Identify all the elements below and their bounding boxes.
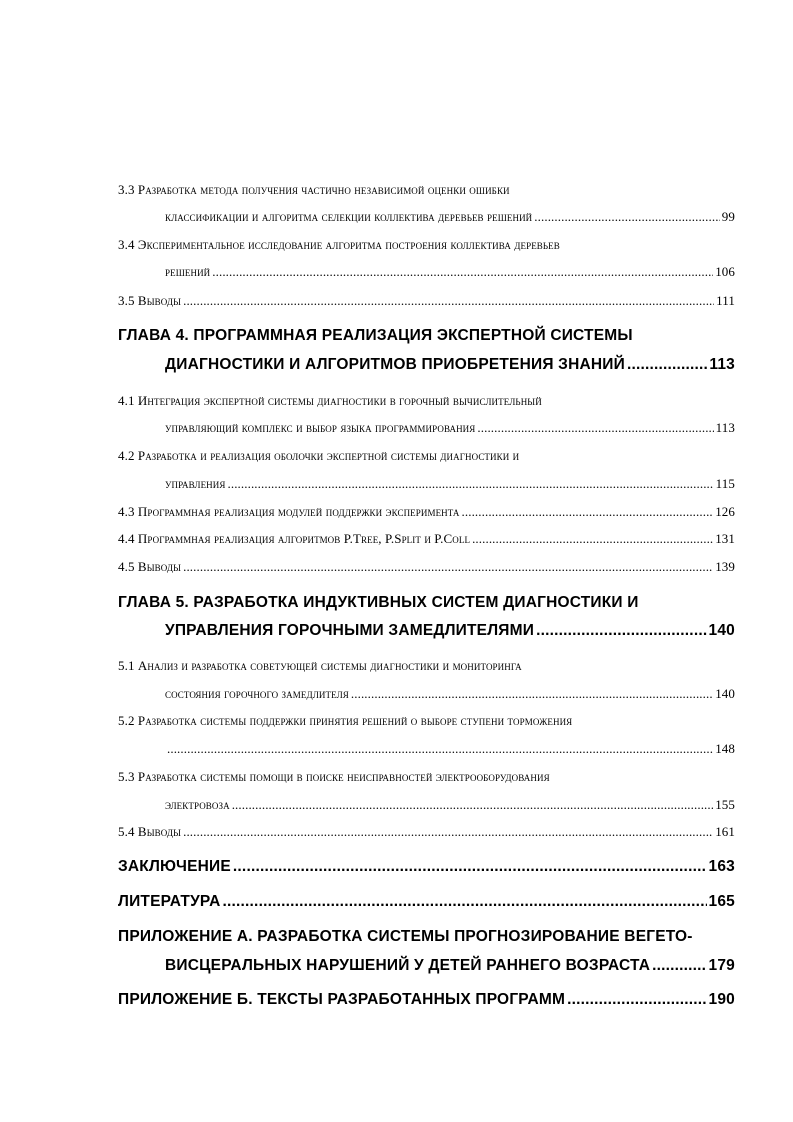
dot-leader bbox=[462, 504, 714, 520]
toc-entry-title-cont: решений bbox=[165, 264, 211, 279]
toc-entry-page: 111 bbox=[716, 293, 735, 308]
toc-entry-page: 126 bbox=[715, 504, 735, 519]
toc-entry-title: Выводы bbox=[137, 293, 182, 308]
dot-leader bbox=[228, 476, 714, 492]
toc-entry-title: Программная реализация алгоритмов P.Tree, P.Split и P.Coll bbox=[137, 531, 471, 546]
toc-entry-title: Выводы bbox=[137, 824, 182, 839]
dot-leader bbox=[223, 893, 707, 911]
dot-leader bbox=[627, 356, 707, 374]
toc-entry-page: 155 bbox=[715, 797, 735, 812]
dot-leader bbox=[232, 797, 713, 813]
toc-entry-page: 163 bbox=[708, 858, 735, 875]
toc-entry-page: 113 bbox=[709, 356, 735, 373]
toc-chapter-title-cont: ВИСЦЕРАЛЬНЫХ НАРУШЕНИЙ У ДЕТЕЙ РАННЕГО ВОЗРАСТА bbox=[165, 957, 651, 974]
toc-entry-number: 4.4 bbox=[118, 531, 135, 546]
toc-entry-number: 5.2 bbox=[118, 713, 135, 728]
toc-entry-title: Разработка метода получения частично независимой оценки ошибки bbox=[137, 182, 510, 197]
dot-leader bbox=[212, 264, 713, 280]
toc-entry-title: Программная реализация модулей поддержки эксперимента bbox=[137, 504, 460, 519]
toc-entry-title-cont: состояния горочного замедлителя bbox=[165, 686, 349, 701]
toc-entry-page: 165 bbox=[708, 893, 735, 910]
toc-entry-page: 140 bbox=[715, 686, 735, 701]
toc-entry-number: 5.4 bbox=[118, 824, 135, 839]
toc-chapter-title: ПРИЛОЖЕНИЕ Б. ТЕКСТЫ РАЗРАБОТАННЫХ ПРОГРАММ bbox=[118, 991, 566, 1008]
toc-chapter-title-cont: УПРАВЛЕНИЯ ГОРОЧНЫМИ ЗАМЕДЛИТЕЛЯМИ bbox=[165, 622, 535, 639]
toc-entry-title: Разработка системы помощи в поиске неисправностей электрооборудования bbox=[137, 769, 550, 784]
toc-entry-number: 4.1 bbox=[118, 393, 135, 408]
toc-entry-number: 5.3 bbox=[118, 769, 135, 784]
toc-chapter-title: ГЛАВА 5. РАЗРАБОТКА ИНДУКТИВНЫХ СИСТЕМ ДИАГНОСТИКИ И bbox=[118, 594, 639, 611]
toc-chapter-title-cont: ДИАГНОСТИКИ И АЛГОРИТМОВ ПРИОБРЕТЕНИЯ ЗНАНИЙ bbox=[165, 356, 625, 373]
toc-entry-page: 140 bbox=[708, 622, 735, 639]
dot-leader bbox=[183, 559, 713, 575]
toc-entry-page: 131 bbox=[715, 531, 735, 546]
toc-entry-page: 99 bbox=[721, 209, 735, 224]
toc-entry-page: 179 bbox=[708, 957, 735, 974]
toc-entry-page: 115 bbox=[715, 476, 735, 491]
toc-chapter-title: ЛИТЕРАТУРА bbox=[118, 893, 221, 910]
toc-entry-number: 5.1 bbox=[118, 658, 135, 673]
toc-entry-title-cont: управляющий комплекс и выбор языка программирования bbox=[165, 420, 476, 435]
toc-entry-page: 190 bbox=[708, 991, 735, 1008]
toc-entry-number: 4.3 bbox=[118, 504, 135, 519]
toc-entry-page: 113 bbox=[715, 420, 735, 435]
dot-leader bbox=[183, 293, 714, 309]
dot-leader bbox=[233, 858, 707, 876]
toc-entry-page: 139 bbox=[715, 559, 735, 574]
toc-entry-number: 3.4 bbox=[118, 237, 135, 252]
toc-entry-title: Интеграция экспертной системы диагностики в горочный вычислительный bbox=[137, 393, 542, 408]
dot-leader bbox=[183, 824, 713, 840]
dot-leader bbox=[477, 420, 713, 436]
toc-entry-title-cont: классификации и алгоритма селекции коллектива деревьев решений bbox=[165, 209, 533, 224]
toc-entry-page: 106 bbox=[715, 264, 735, 279]
dot-leader bbox=[351, 686, 713, 702]
toc-entry-title: Разработка и реализация оболочки экспертной системы диагностики и bbox=[137, 448, 520, 463]
toc-entry-title: Анализ и разработка советующей системы диагностики и мониторинга bbox=[137, 658, 522, 673]
dot-leader bbox=[536, 622, 706, 640]
toc-entry-title-cont: электровоза bbox=[165, 797, 230, 812]
toc-entry-title-cont: управления bbox=[165, 476, 226, 491]
toc-entry-number: 3.3 bbox=[118, 182, 135, 197]
toc-chapter-title: ПРИЛОЖЕНИЕ А. РАЗРАБОТКА СИСТЕМЫ ПРОГНОЗИРОВАНИЕ ВЕГЕТО- bbox=[118, 928, 693, 945]
dot-leader bbox=[567, 991, 706, 1009]
toc-entry-number: 4.5 bbox=[118, 559, 135, 574]
dot-leader bbox=[534, 209, 720, 225]
toc-chapter-title: ЗАКЛЮЧЕНИЕ bbox=[118, 858, 231, 875]
toc-entry-number: 4.2 bbox=[118, 448, 135, 463]
toc-entry-page: 161 bbox=[715, 824, 735, 839]
toc-entry-page: 148 bbox=[715, 741, 735, 756]
toc-entry-title: Разработка системы поддержки принятия решений о выборе ступени торможения bbox=[137, 713, 573, 728]
dot-leader bbox=[472, 531, 713, 547]
toc-entry-number: 3.5 bbox=[118, 293, 135, 308]
toc-entry-title: Выводы bbox=[137, 559, 182, 574]
toc-chapter-title: ГЛАВА 4. ПРОГРАММНАЯ РЕАЛИЗАЦИЯ ЭКСПЕРТНОЙ СИСТЕМЫ bbox=[118, 327, 633, 344]
toc-entry-title: Экспериментальное исследование алгоритма построения коллектива деревьев bbox=[137, 237, 560, 252]
dot-leader bbox=[167, 741, 713, 757]
dot-leader bbox=[652, 957, 706, 975]
